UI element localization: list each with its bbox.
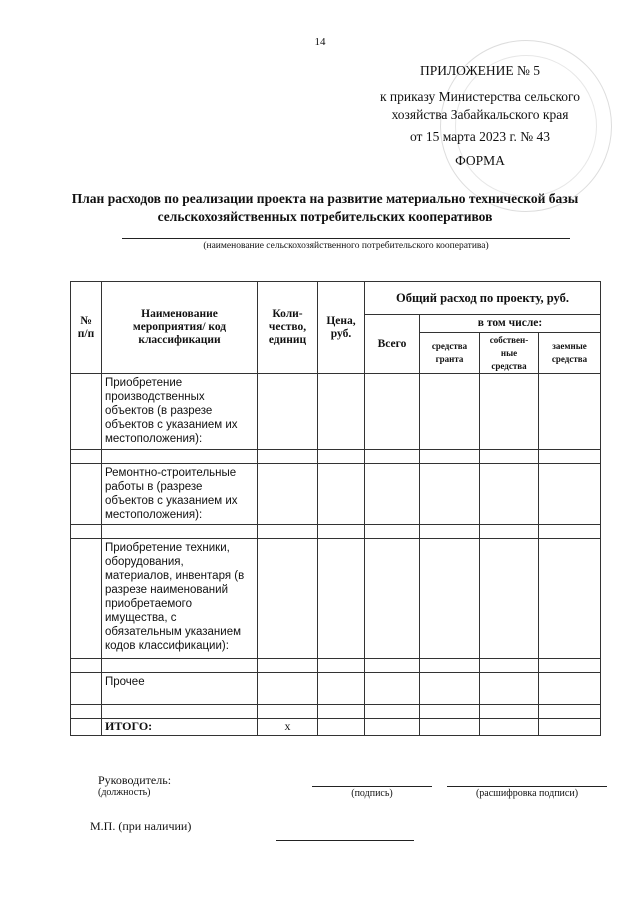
cell-own[interactable] — [480, 464, 539, 525]
cell-grant[interactable] — [420, 705, 480, 719]
cell-borrowed[interactable] — [539, 525, 601, 539]
table-row — [71, 450, 601, 464]
row-label[interactable] — [102, 450, 258, 464]
col-header-qty: Коли-чество, единиц — [258, 282, 318, 374]
cell-num[interactable] — [71, 705, 102, 719]
cell-total[interactable] — [365, 719, 420, 736]
cell-own[interactable] — [480, 374, 539, 450]
table-row — [71, 705, 601, 719]
cell-total[interactable] — [365, 450, 420, 464]
signature-caption: (подпись) — [351, 788, 393, 799]
row-label: Приобретение производственных объектов (в разрезе объектов с указанием их местоположения): — [102, 374, 258, 450]
col-header-own: собствен-ные средства — [480, 333, 539, 374]
row-label: Прочее — [102, 673, 258, 705]
appendix-order-line: к приказу Министерства сельского — [379, 89, 581, 104]
total-row — [71, 719, 601, 736]
cell-grant[interactable] — [420, 464, 480, 525]
cell-borrowed[interactable] — [539, 374, 601, 450]
expense-plan-table — [70, 281, 601, 736]
cell-total[interactable] — [365, 705, 420, 719]
row-label[interactable] — [102, 705, 258, 719]
cell-price[interactable] — [318, 659, 365, 673]
total-label: ИТОГО: — [102, 719, 258, 736]
cell-num[interactable] — [71, 525, 102, 539]
appendix-title: ПРИЛОЖЕНИЕ № 5 — [419, 63, 541, 78]
cell-qty[interactable] — [258, 464, 318, 525]
cell-total[interactable] — [365, 464, 420, 525]
col-header-total: Всего — [365, 315, 420, 374]
cell-grant[interactable] — [420, 525, 480, 539]
cell-borrowed[interactable] — [539, 539, 601, 659]
cell-own[interactable] — [480, 705, 539, 719]
cell-total[interactable] — [365, 539, 420, 659]
cell-grant[interactable] — [420, 719, 480, 736]
cell-qty[interactable] — [258, 659, 318, 673]
table-row — [71, 525, 601, 539]
cell-price[interactable] — [318, 374, 365, 450]
cell-grant[interactable] — [420, 374, 480, 450]
cell-qty[interactable] — [258, 450, 318, 464]
cell-total[interactable] — [365, 659, 420, 673]
cell-qty[interactable] — [258, 374, 318, 450]
table-row — [71, 464, 601, 525]
cell-num[interactable] — [71, 464, 102, 525]
cell-num — [71, 719, 102, 736]
cell-total[interactable] — [365, 374, 420, 450]
appendix-ministry-line: хозяйства Забайкальского края — [391, 107, 569, 122]
stamp-field[interactable] — [276, 840, 414, 841]
cell-qty[interactable] — [258, 539, 318, 659]
cell-total[interactable] — [365, 525, 420, 539]
cell-price[interactable] — [318, 673, 365, 705]
cell-price[interactable] — [318, 539, 365, 659]
signature-field[interactable] — [312, 786, 432, 787]
cell-borrowed[interactable] — [539, 659, 601, 673]
col-header-price: Цена, руб. — [318, 282, 365, 374]
col-header-borrowed: заемные средства — [539, 333, 601, 374]
cell-borrowed[interactable] — [539, 673, 601, 705]
cell-own[interactable] — [480, 525, 539, 539]
row-label[interactable] — [102, 525, 258, 539]
signature-decoding-field[interactable] — [447, 786, 607, 787]
appendix-form-label: ФОРМА — [455, 153, 505, 168]
cell-qty[interactable] — [258, 705, 318, 719]
document-title: План расходов по реализации проекта на развитие материально технической базы сельскохозяйственных потребительских кооперативов — [71, 191, 579, 224]
cell-num[interactable] — [71, 450, 102, 464]
cooperative-name-field[interactable] — [122, 238, 570, 239]
page-number: 14 — [314, 36, 326, 48]
cell-price[interactable] — [318, 705, 365, 719]
cell-grant[interactable] — [420, 450, 480, 464]
col-header-name: Наименование мероприятия/ код классификации — [102, 282, 258, 374]
table-row — [71, 539, 601, 659]
col-header-num: № п/п — [71, 282, 102, 374]
cell-num[interactable] — [71, 659, 102, 673]
cell-grant[interactable] — [420, 673, 480, 705]
cell-grant[interactable] — [420, 659, 480, 673]
cell-borrowed[interactable] — [539, 464, 601, 525]
cell-num[interactable] — [71, 673, 102, 705]
cell-total[interactable] — [365, 673, 420, 705]
cell-own[interactable] — [480, 539, 539, 659]
col-header-total-group: Общий расход по проекту, руб. — [365, 282, 601, 315]
cell-own[interactable] — [480, 450, 539, 464]
table-row — [71, 374, 601, 450]
cell-grant[interactable] — [420, 539, 480, 659]
cell-qty[interactable] — [258, 673, 318, 705]
total-qty-mark: х — [258, 719, 318, 736]
row-label: Ремонтно-строительные работы в (разрезе объектов с указанием их местоположения): — [102, 464, 258, 525]
cell-num[interactable] — [71, 374, 102, 450]
cell-own[interactable] — [480, 719, 539, 736]
table-row — [71, 659, 601, 673]
cell-borrowed[interactable] — [539, 719, 601, 736]
row-label[interactable] — [102, 659, 258, 673]
col-header-including: в том числе: — [420, 315, 601, 333]
cell-price[interactable] — [318, 464, 365, 525]
position-caption: (должность) — [98, 787, 151, 798]
cell-borrowed[interactable] — [539, 450, 601, 464]
appendix-date-line: от 15 марта 2023 г. № 43 — [409, 129, 551, 144]
cell-qty[interactable] — [258, 525, 318, 539]
cell-own[interactable] — [480, 659, 539, 673]
cell-borrowed[interactable] — [539, 705, 601, 719]
stamp-label: М.П. (при наличии) — [90, 819, 192, 833]
col-header-grant: средства гранта — [420, 333, 480, 374]
head-label: Руководитель: — [98, 773, 172, 787]
cell-price[interactable] — [318, 450, 365, 464]
signature-decoding-caption: (расшифровка подписи) — [475, 788, 579, 799]
cell-price[interactable] — [318, 719, 365, 736]
cell-own[interactable] — [480, 673, 539, 705]
cell-price[interactable] — [318, 525, 365, 539]
table-row — [71, 673, 601, 705]
cell-num[interactable] — [71, 539, 102, 659]
row-label: Приобретение техники, оборудования, материалов, инвентаря (в разрезе наименований приобретаемого имущества, с обязательным указанием кодов классификации): — [102, 539, 258, 659]
cooperative-name-caption: (наименование сельскохозяйственного потребительского кооператива) — [203, 241, 489, 251]
